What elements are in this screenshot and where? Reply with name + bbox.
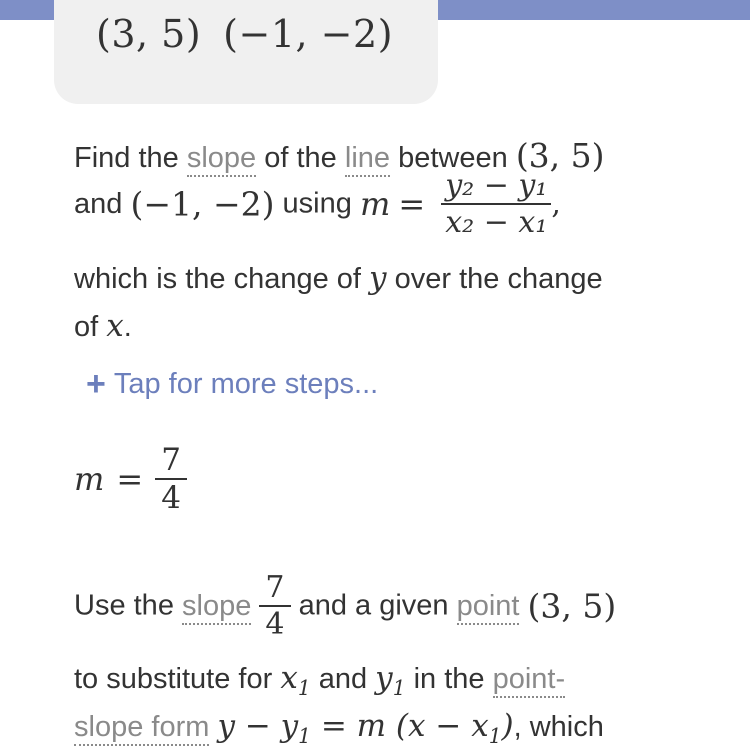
slope-link[interactable]: slope [187,142,256,177]
text: to substitute for [74,663,273,695]
text: . [123,311,132,343]
problem-points-box [54,0,438,104]
text: which is the change of [74,263,361,295]
subscript: 1 [298,724,311,749]
step1-line-2 [74,168,561,258]
y-variable: y [369,260,387,296]
text: and a given [298,589,449,622]
subscript: 1 [392,676,406,701]
point-slope-formula [217,708,514,749]
point-link[interactable]: point [457,590,520,625]
text: Find the [74,142,179,174]
text: between [398,142,508,174]
slope-result [74,442,187,532]
step2-line-3 [74,708,604,748]
slope-link[interactable]: slope [182,590,251,625]
formula-part: ) [501,708,514,744]
fraction-denominator: 4 [265,607,285,642]
given-point-math: (3, 5) [527,586,617,626]
subscript: 1 [488,724,502,749]
x1-variable [280,660,311,701]
problem-points [96,12,393,56]
x-variable: x [106,308,124,344]
text: , which [513,711,604,743]
point-1: (3, 5) [96,12,202,56]
slope-formula-fraction [441,168,551,240]
result-fraction [155,442,187,516]
m-variable: m [359,185,391,223]
y1-variable [375,660,406,701]
formula-part: = m (x − x [311,708,489,744]
fraction-numerator: y₂ − y₁ [445,168,548,203]
text: over the change [394,263,603,295]
y-letter: y [375,660,393,696]
text: and [318,663,368,695]
step1-line-3 [74,260,603,296]
step1-line-4 [74,308,132,344]
formula-part: y − y [217,708,299,744]
text: in the [413,663,485,695]
fraction-denominator: 4 [161,480,182,516]
fraction-denominator: x₂ − x₁ [445,205,548,240]
plus-icon: + [86,365,106,403]
text: Use the [74,589,174,622]
point-slope-form-link-part1[interactable]: point- [493,663,566,698]
line-link[interactable]: line [345,142,390,177]
text: of the [264,142,337,174]
equals-sign: = [116,460,144,498]
point-2-math: (−1, −2) [130,184,275,224]
equals-sign: = [398,185,426,223]
text: of [74,311,99,343]
m-variable: m [74,460,105,498]
slope-fraction [259,570,290,642]
text: using [282,187,352,220]
more-steps-button[interactable] [86,363,378,402]
comma: , [551,186,561,222]
point-1-math: (3, 5) [515,136,605,175]
fraction-numerator: 7 [265,570,285,605]
more-steps-label: Tap for more steps... [113,368,379,400]
x-letter: x [280,660,298,696]
fraction-numerator: 7 [161,442,182,478]
step2-line-1 [74,570,616,660]
point-2: (−1, −2) [223,12,394,56]
text: and [74,187,123,220]
point-slope-form-link-part2[interactable]: slope form [74,711,209,746]
step2-line-2 [74,660,565,700]
subscript: 1 [297,676,311,701]
